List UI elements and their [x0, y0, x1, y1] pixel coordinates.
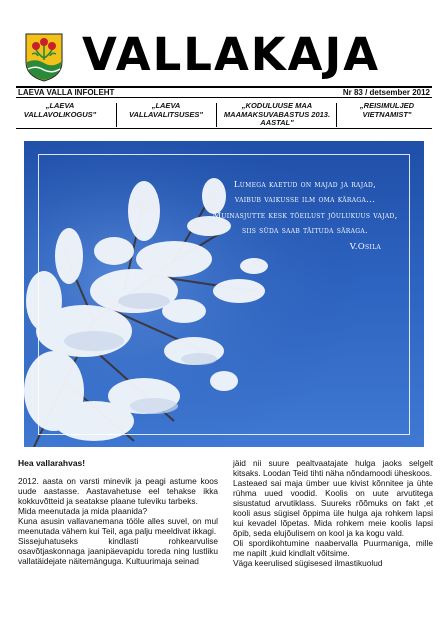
teaser-row: [16, 99, 432, 129]
article-paragraph: Kuna asusin vallavanemana tööle alles suvel, on mul meenutada vähem kui Teil, aga palju meeldivat ikkagi.: [18, 516, 218, 536]
publication-name: LAEVA VALLA INFOLEHT: [18, 88, 115, 97]
issue-number: Nr 83 / detsember 2012: [342, 88, 430, 97]
teaser-vietnam[interactable]: „REISIMULJED VIETNAMIST": [359, 101, 415, 119]
poem-line: vaibub vaikusse ilm oma käraga...: [234, 195, 376, 206]
article-paragraph: Sissejuhatuseks kindlasti rohkearvulise osavõtjaskonnaga jaanipäevapidu toreda ning lustliku vallatäidejate näitemänguga. Kultuurimaja seinad: [18, 536, 218, 566]
info-bar: [16, 86, 432, 98]
article-column-right: [233, 458, 433, 568]
article-paragraph: 2012. aasta on varsti minevik ja peagi astume koos uude aastasse. Aastavahetuse eel tehakse ikka kokkuvõtteid ja seatakse plaane tuleviku tarbeks.: [18, 476, 218, 506]
teaser-divider: [336, 103, 337, 127]
article-paragraph: Lasteaed sai maja ümber uue kivist kõnnitee ja ühte rühma uued voodid. Koolis on uute arvutitega sisustatud arvutiklass. Suureks rõõmuks on fakt ,et kooli asus sügisel õppima üle hulga aja rohkem lapsi kui kevadel lõpetas. Mida rohkem meie koolis lapsi õpib, seda elujõulisem on kool ja ka kogu vald.: [233, 478, 433, 538]
article-paragraph: Oli spordikohtumine naabervalla Puurmaniga, mille me napilt ,kuid kindlalt võitsime.: [233, 538, 433, 558]
christmas-poem: [205, 178, 405, 255]
teaser-divider: [216, 103, 217, 127]
poem-line: Muinasjutte kesk tõeilust jõulukuus vajad,: [212, 210, 398, 221]
poem-author: V.Osila: [349, 241, 381, 252]
laeva-coat-of-arms-icon: [24, 32, 64, 82]
teaser-maamaks[interactable]: „KODULUUSE MAA MAAMAKSUVABASTUS 2013. AASTAL": [223, 101, 331, 127]
masthead-title: VALLAKAJA: [82, 28, 381, 81]
teaser-vallavalitsuses[interactable]: „LAEVA VALLAVALITSUSES": [129, 101, 203, 119]
article-heading: Hea vallarahvas!: [18, 458, 86, 468]
article-paragraph: jäid nii suure pealtvaatajate hulga jaoks selgelt kitsaks. Loodan Teid tihti näha nõndamoodi üheskoos.: [233, 458, 433, 478]
poem-line: siis süda saab täituda säraga.: [242, 226, 368, 237]
masthead: [24, 28, 434, 86]
poem-line: Lumega kaetud on majad ja rajad,: [233, 180, 377, 190]
article-paragraph: Väga keerulised sügisesed ilmastikuolud: [233, 558, 383, 568]
teaser-divider: [116, 103, 117, 127]
article-paragraph: Mida meenutada ja mida plaanida?: [18, 506, 148, 516]
article-column-left: [18, 458, 218, 566]
teaser-vallavolikogus[interactable]: „LAEVA VALLAVOLIKOGUS": [23, 101, 97, 119]
